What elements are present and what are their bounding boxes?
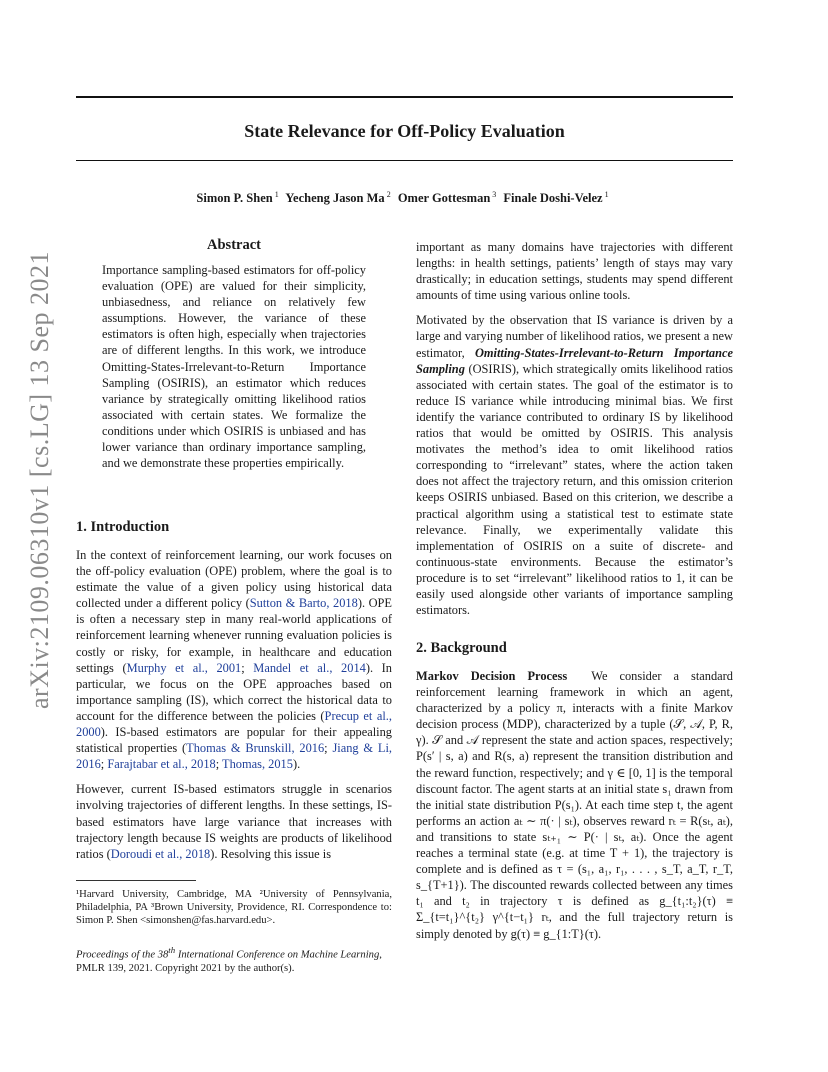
author-affiliation: 1 [604, 190, 609, 199]
mdp-label: Markov Decision Process [416, 669, 568, 683]
author-affiliation: 1 [274, 190, 279, 199]
abstract-heading: Abstract [207, 237, 261, 253]
title-bottom-rule [76, 160, 733, 161]
author-name: Omer Gottesman [397, 191, 491, 206]
arxiv-stamp-text: arXiv:2109.06310v1 [cs.LG] 13 Sep 2021 [25, 250, 54, 710]
citation-link[interactable]: Mandel et al., 2014 [253, 660, 366, 675]
citation-link[interactable]: Murphy et al., 2001 [126, 660, 242, 675]
footnote-rule [76, 880, 196, 881]
citation-link[interactable]: Farajtabar et al., 2018 [107, 757, 216, 772]
author-name: Yecheng Jason Ma [285, 191, 385, 206]
citation-link[interactable]: Thomas & Brunskill, 2016 [186, 741, 325, 756]
right-paragraph-1: important as many domains have trajectories with different lengths: in health settings, patients’ length of stays may vary drastically; in education settings, students may spend different amounts of time using various online tools. [416, 240, 733, 303]
citation-link[interactable]: Precup et al., 2000 [76, 708, 392, 740]
citation-link[interactable]: Jiang & Li, 2016 [76, 741, 393, 772]
mdp-paragraph: Markov Decision Process We consider a standard reinforcement learning framework in which an agent, characterized by a policy π, interacts with a finite Markov decision process (MDP), characterized by a tuple (𝒮, 𝒜, P, R, γ). 𝒮 and 𝒜 represent the state and action spaces, respectively; P(s′ | s, a) and R(s, a) represent the transition distribution and the reward function, respectively; and γ ∈ [0, 1] is the temporal discount factor. The agent starts at an initial state s₁ drawn from the initial state distribution P(s₁). At each time step t, the agent performs an action aₜ ∼ π(· | sₜ), observes reward rₜ = R(sₜ, aₜ), and transitions to state sₜ₊₁ ∼ P(· | sₜ, aₜ). Once the agent reaches a terminal state (e.g. at time T + 1), the trajectory is complete and is defined as τ = (s₁, a₁, r₁, . . . , s_T, a_T, r_T, s_{T+1}). The discounted rewards collected between any times t₁ and t₂ in trajectory τ is defined as g_{t₁:t₂}(τ) ≡ Σ_{t=t₁}^{t₂} γ^{t−t₁} rₜ, and the full trajectory return is simply denoted by g(τ) ≡ g_{1:T}(τ). [416, 669, 734, 941]
affiliation-footnote: ¹Harvard University, Cambridge, MA ²University of Pennsylvania, Philadelphia, PA ³Brown University, Providence, RI. Correspondence to: Simon P. Shen <simonshen@fas.harvard.edu>. [76, 889, 392, 926]
citation-link[interactable]: Doroudi et al., 2018 [110, 846, 211, 861]
right-paragraph-2: Motivated by the observation that IS variance is driven by a large and varying number of likelihood ratios, we present a new estimator, Omitting-States-Irrelevant-to-Return Importance Sampling (OSIRIS), which strategically omits likelihood ratios associated with certain states. The goal of the estimator is to reduce IS variance while introducing minimal bias. We first identify the variance contributed to ordinary IS by likelihood ratios that would be omitted by OSIRIS. This analysis motivates the method’s idea to omit likelihood ratios corresponding to “irrelevant” states, where the action taken does not affect the trajectory return, and this omission criterion keeps OSIRIS unbiased. Based on this criterion, we describe a practical algorithm using a statistical test to estimate state relevance. Finally, we experimentally validate this implementation of OSIRIS on a suite of discrete- and continuous-state environments. Because the estimator’s procedure is to set “irrelevant” likelihood ratios to 1, it can be easily used alongside other variants of importance sampling estimators. [416, 313, 733, 618]
section-heading-introduction: 1. Introduction [76, 519, 170, 535]
intro-column [76, 547, 392, 862]
author-affiliation: 2 [386, 190, 391, 199]
author-name: Finale Doshi-Velez [503, 191, 603, 206]
author-name: Simon P. Shen [196, 191, 273, 206]
abstract-text: Importance sampling-based estimators for off-policy evaluation (OPE) are valued for their simplicity, unbiasedness, and reliance on relatively few assumptions. However, the variance of these estimators is often high, especially when trajectories are of different lengths. In this work, we introduce Omitting-States-Irrelevant-to-Return Importance Sampling (OSIRIS), an estimator which reduces variance by strategically omitting likelihood ratios associated with certain states. We formalize the conditions under which OSIRIS is unbiased and has lower variance than ordinary importance sampling, and we demonstrate these properties empirically. [102, 263, 366, 471]
intro-paragraph-2: However, current IS-based estimators struggle in scenarios involving trajectories of different lengths. In these settings, IS-based estimators have large variance that increases with trajectory length because IS weights are products of likelihood ratios (Doroudi et al., 2018). Resolving this issue is [76, 782, 392, 861]
section-heading-background: 2. Background [416, 640, 507, 656]
paper-title: State Relevance for Off-Policy Evaluation [244, 121, 565, 141]
citation-link[interactable]: Sutton & Barto, 2018 [249, 596, 358, 611]
author-affiliation: 3 [492, 190, 497, 199]
background-column [416, 668, 733, 942]
author-list [76, 190, 733, 206]
citation-link[interactable]: Thomas, 2015 [222, 757, 293, 772]
osiris-name: Omitting-States-Irrelevant-to-Return Importance Sampling [416, 345, 733, 376]
right-column-intro [416, 239, 733, 618]
arxiv-stamp [20, 250, 60, 710]
top-rule [76, 96, 733, 98]
proceedings-note: Proceedings of the 38th International Conference on Machine Learning, PMLR 139, 2021. Copyright 2021 by the author(s). [76, 945, 382, 974]
intro-paragraph-1: In the context of reinforcement learning, our work focuses on the off-policy evaluation (OPE) problem, where the goal is to estimate the value of a given policy using historical data collected under a different policy (Sutton & Barto, 2018). OPE is often a necessary step in many real-world applications of reinforcement learning whenever running evaluation policies is costly or risky, for example, in healthcare and education settings (Murphy et al., 2001; Mandel et al., 2014). In particular, we focus on the OPE approaches based on importance sampling (IS), which correct the historical data to account for the difference between the policies (Precup et al., 2000). IS-based estimators are popular for their appealing statistical properties (Thomas & Brunskill, 2016; Jiang & Li, 2016; Farajtabar et al., 2018; Thomas, 2015). [76, 548, 393, 772]
